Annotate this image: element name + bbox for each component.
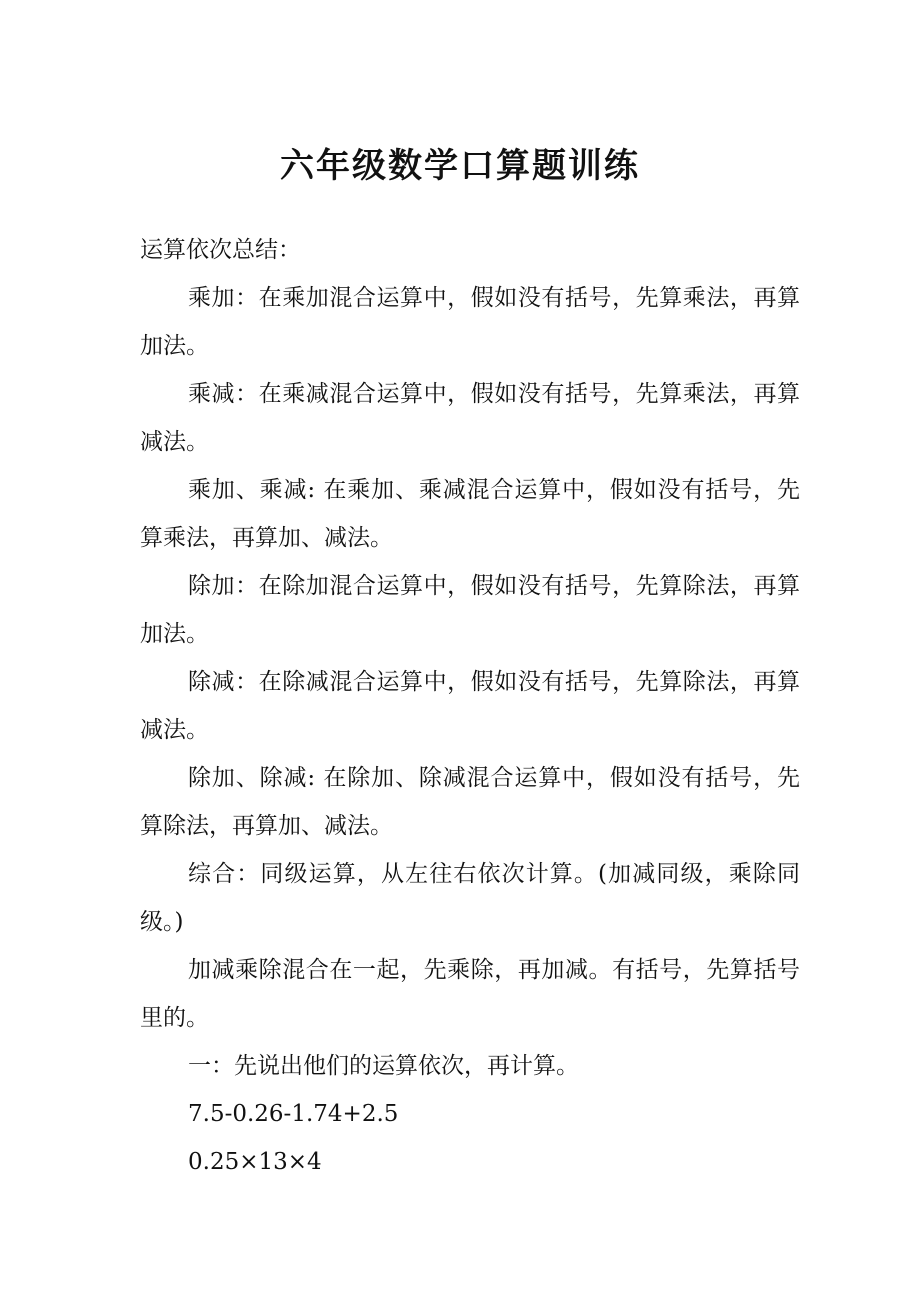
paragraph-divide-add-subtract: 除加、除减: 在除加、除减混合运算中，假如没有括号，先算除法，再算加、减法。: [140, 765, 800, 839]
paragraph-multiply-subtract: 乘减：在乘减混合运算中，假如没有括号，先算乘法，再算减法。: [140, 381, 800, 455]
paragraph-divide-subtract: 除减：在除减混合运算中，假如没有括号，先算除法，再算减法。: [140, 669, 800, 743]
paragraph-multiply-add: 乘加：在乘加混合运算中，假如没有括号，先算乘法，再算加法。: [140, 285, 800, 359]
paragraph-mixed-operations: 加减乘除混合在一起，先乘除，再加减。有括号，先算括号里的。: [140, 957, 800, 1031]
paragraph-exercise-instruction: 一：先说出他们的运算依次，再计算。: [188, 1053, 579, 1079]
exercise-item: 7.5-0.26-1.74+2.5: [188, 1101, 399, 1127]
paragraph-combined: 综合：同级运算，从左往右依次计算。(加减同级，乘除同级。): [140, 861, 800, 935]
document-body: [140, 226, 800, 1186]
document-title: 六年级数学口算题训练: [280, 146, 640, 186]
paragraph-divide-add: 除加：在除加混合运算中，假如没有括号，先算除法，再算加法。: [140, 573, 800, 647]
exercise-item: 0.25×13×4: [188, 1149, 322, 1175]
paragraph-summary-heading: 运算依次总结：: [140, 237, 301, 263]
paragraph-multiply-add-subtract: 乘加、乘减: 在乘加、乘减混合运算中，假如没有括号，先算乘法，再算加、减法。: [140, 477, 800, 551]
